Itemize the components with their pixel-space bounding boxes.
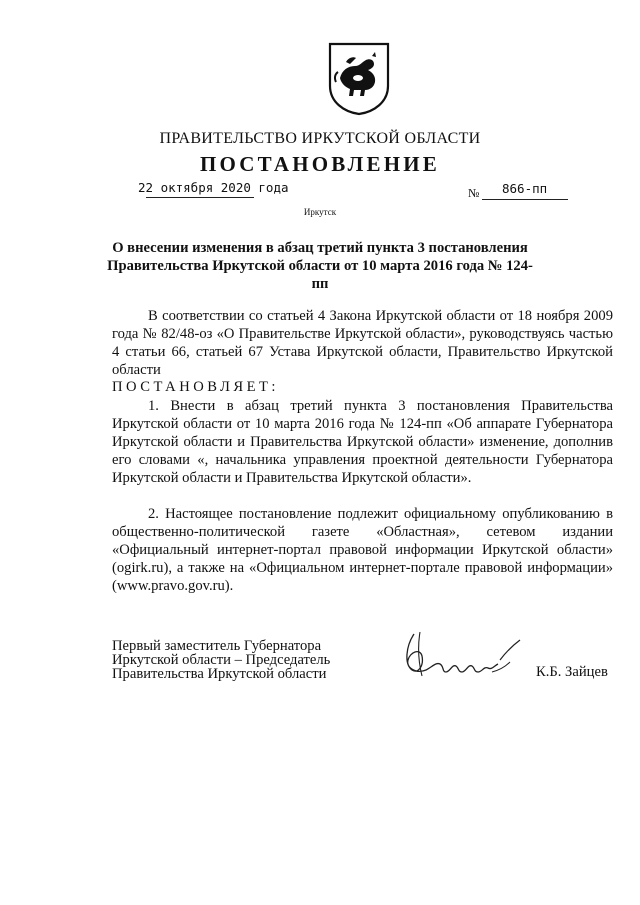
signer-position-line-1: Первый заместитель Губернатора [112,638,322,654]
number-underline [482,199,568,200]
document-date: 22 октября 2020 года [138,180,289,195]
handwritten-signature [396,626,526,686]
signer-position-line-2: Иркутской области – Председатель [112,652,331,668]
document-type-heading: ПОСТАНОВЛЕНИЕ [199,152,441,176]
title-line-1: О внесении изменения в абзац третий пункта 3 постановления [112,240,528,256]
signer-name: К.Б. Зайцев [536,664,608,680]
signer-position [112,639,352,681]
date-underline [146,197,254,198]
document-number: 866-пп [502,181,548,196]
number-sign: № [468,186,480,200]
clause-2-paragraph: 2. Настоящее постановление подлежит официальному опубликованию в общественно-политической газете «Областная», сетевом издании «Официальный интернет-портал правовой информации Иркутской области» (ogirk.ru), а также на «Официальном интернет-портале правовой информации» (www.pravo.gov.ru). [112,506,613,594]
coat-of-arms-emblem [328,42,390,116]
signer-position-line-3: Правительства Иркутской области [112,666,327,682]
resolves-heading: ПОСТАНОВЛЯЕТ: [112,379,279,395]
document-title [100,239,540,293]
preamble-paragraph: В соответствии со статьей 4 Закона Иркутской области от 18 ноября 2009 года № 82/48-оз «О Правительстве Иркутской области», руководствуясь частью 4 статьи 66, статьей 67 Устава Иркутской области, Правительство Иркутской области [112,308,613,378]
clause-1-paragraph: 1. Внести в абзац третий пункта 3 постановления Правительства Иркутской области от 10 марта 2016 года № 124-пп «Об аппарате Губернатора Иркутской области и Правительства Иркутской области» изменение, дополнив его словами «, начальника управления проектной деятельности Губернатора Иркутской области и Правительства Иркутской области». [112,398,613,486]
government-name: ПРАВИТЕЛЬСТВО ИРКУТСКОЙ ОБЛАСТИ [159,130,481,147]
city-name: Иркутск [303,207,337,217]
title-line-2: Правительства Иркутской области от 10 марта 2016 года № 124-пп [107,258,533,292]
